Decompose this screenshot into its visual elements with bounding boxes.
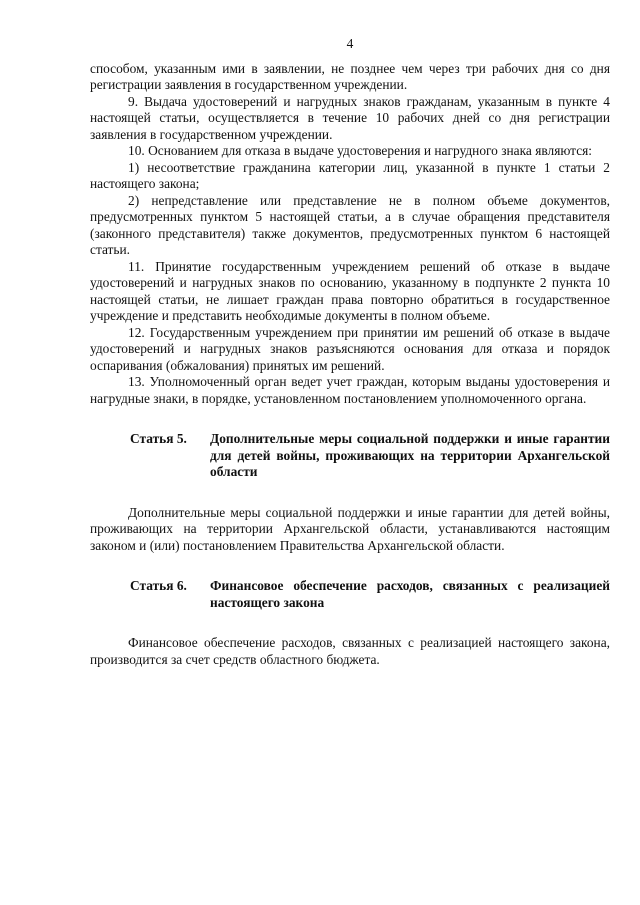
paragraph-10: 10. Основанием для отказа в выдаче удостоверения и нагрудного знака являются: (128, 143, 593, 158)
paragraph-12: 12. Государственным учреждением при принятии им решений об отказе в выдаче удостоверений и нагрудных знаков разъясняются основания для отказа и порядок оспаривания (обжалования) принятых им решений. (90, 324, 610, 373)
article-5-heading (90, 431, 610, 481)
article-6-number: Статья 6. (130, 578, 187, 593)
paragraph-11: 11. Принятие государственным учреждением решений об отказе в выдаче удостоверений и нагрудных знаков по основанию, указанному в подпункте 2 пункта 10 настоящей статьи, не лишает граждан права повторно обратиться в государственное учреждение и представить необходимые документы в полном объеме. (90, 258, 610, 323)
intro-paragraph: способом, указанным ими в заявлении, не позднее чем через три рабочих дня со дня регистрации заявления в государственном учреждении. (90, 60, 610, 92)
subparagraph-1: 1) несоответствие гражданина категории лиц, указанной в пункте 1 статьи 2 настоящего закона; (90, 159, 610, 191)
page-number: 4 (346, 36, 354, 51)
document-page (90, 36, 610, 668)
article-5-number: Статья 5. (130, 431, 187, 446)
article-6-title: Финансовое обеспечение расходов, связанных с реализацией настоящего закона (210, 578, 610, 610)
article-5-body: Дополнительные меры социальной поддержки и иные гарантии для детей войны, проживающих на территории Архангельской области, устанавливаются настоящим законом и (или) постановлением Правительства Архангельской области. (90, 504, 610, 553)
subparagraph-2: 2) непредставление или представление не в полном объеме документов, предусмотренных пунктом 5 настоящей статьи, а в случае обращения представителя (законного представителя) также документов, предусмотренных пунктом 6 настоящей статьи. (90, 192, 610, 257)
article-6-heading (90, 578, 610, 611)
article-5-title: Дополнительные меры социальной поддержки и иные гарантии для детей войны, проживающих на территории Архангельской области (210, 431, 610, 479)
paragraph-9: 9. Выдача удостоверений и нагрудных знаков гражданам, указанным в пункте 4 настоящей статьи, осуществляется в течение 10 рабочих дней со дня регистрации заявления в государственном учреждении. (90, 93, 610, 142)
article-6-body: Финансовое обеспечение расходов, связанных с реализацией настоящего закона, производится за счет средств областного бюджета. (90, 635, 610, 667)
paragraph-13: 13. Уполномоченный орган ведет учет граждан, которым выданы удостоверения и нагрудные знаки, в порядке, установленном постановлением уполномоченного органа. (90, 374, 610, 406)
